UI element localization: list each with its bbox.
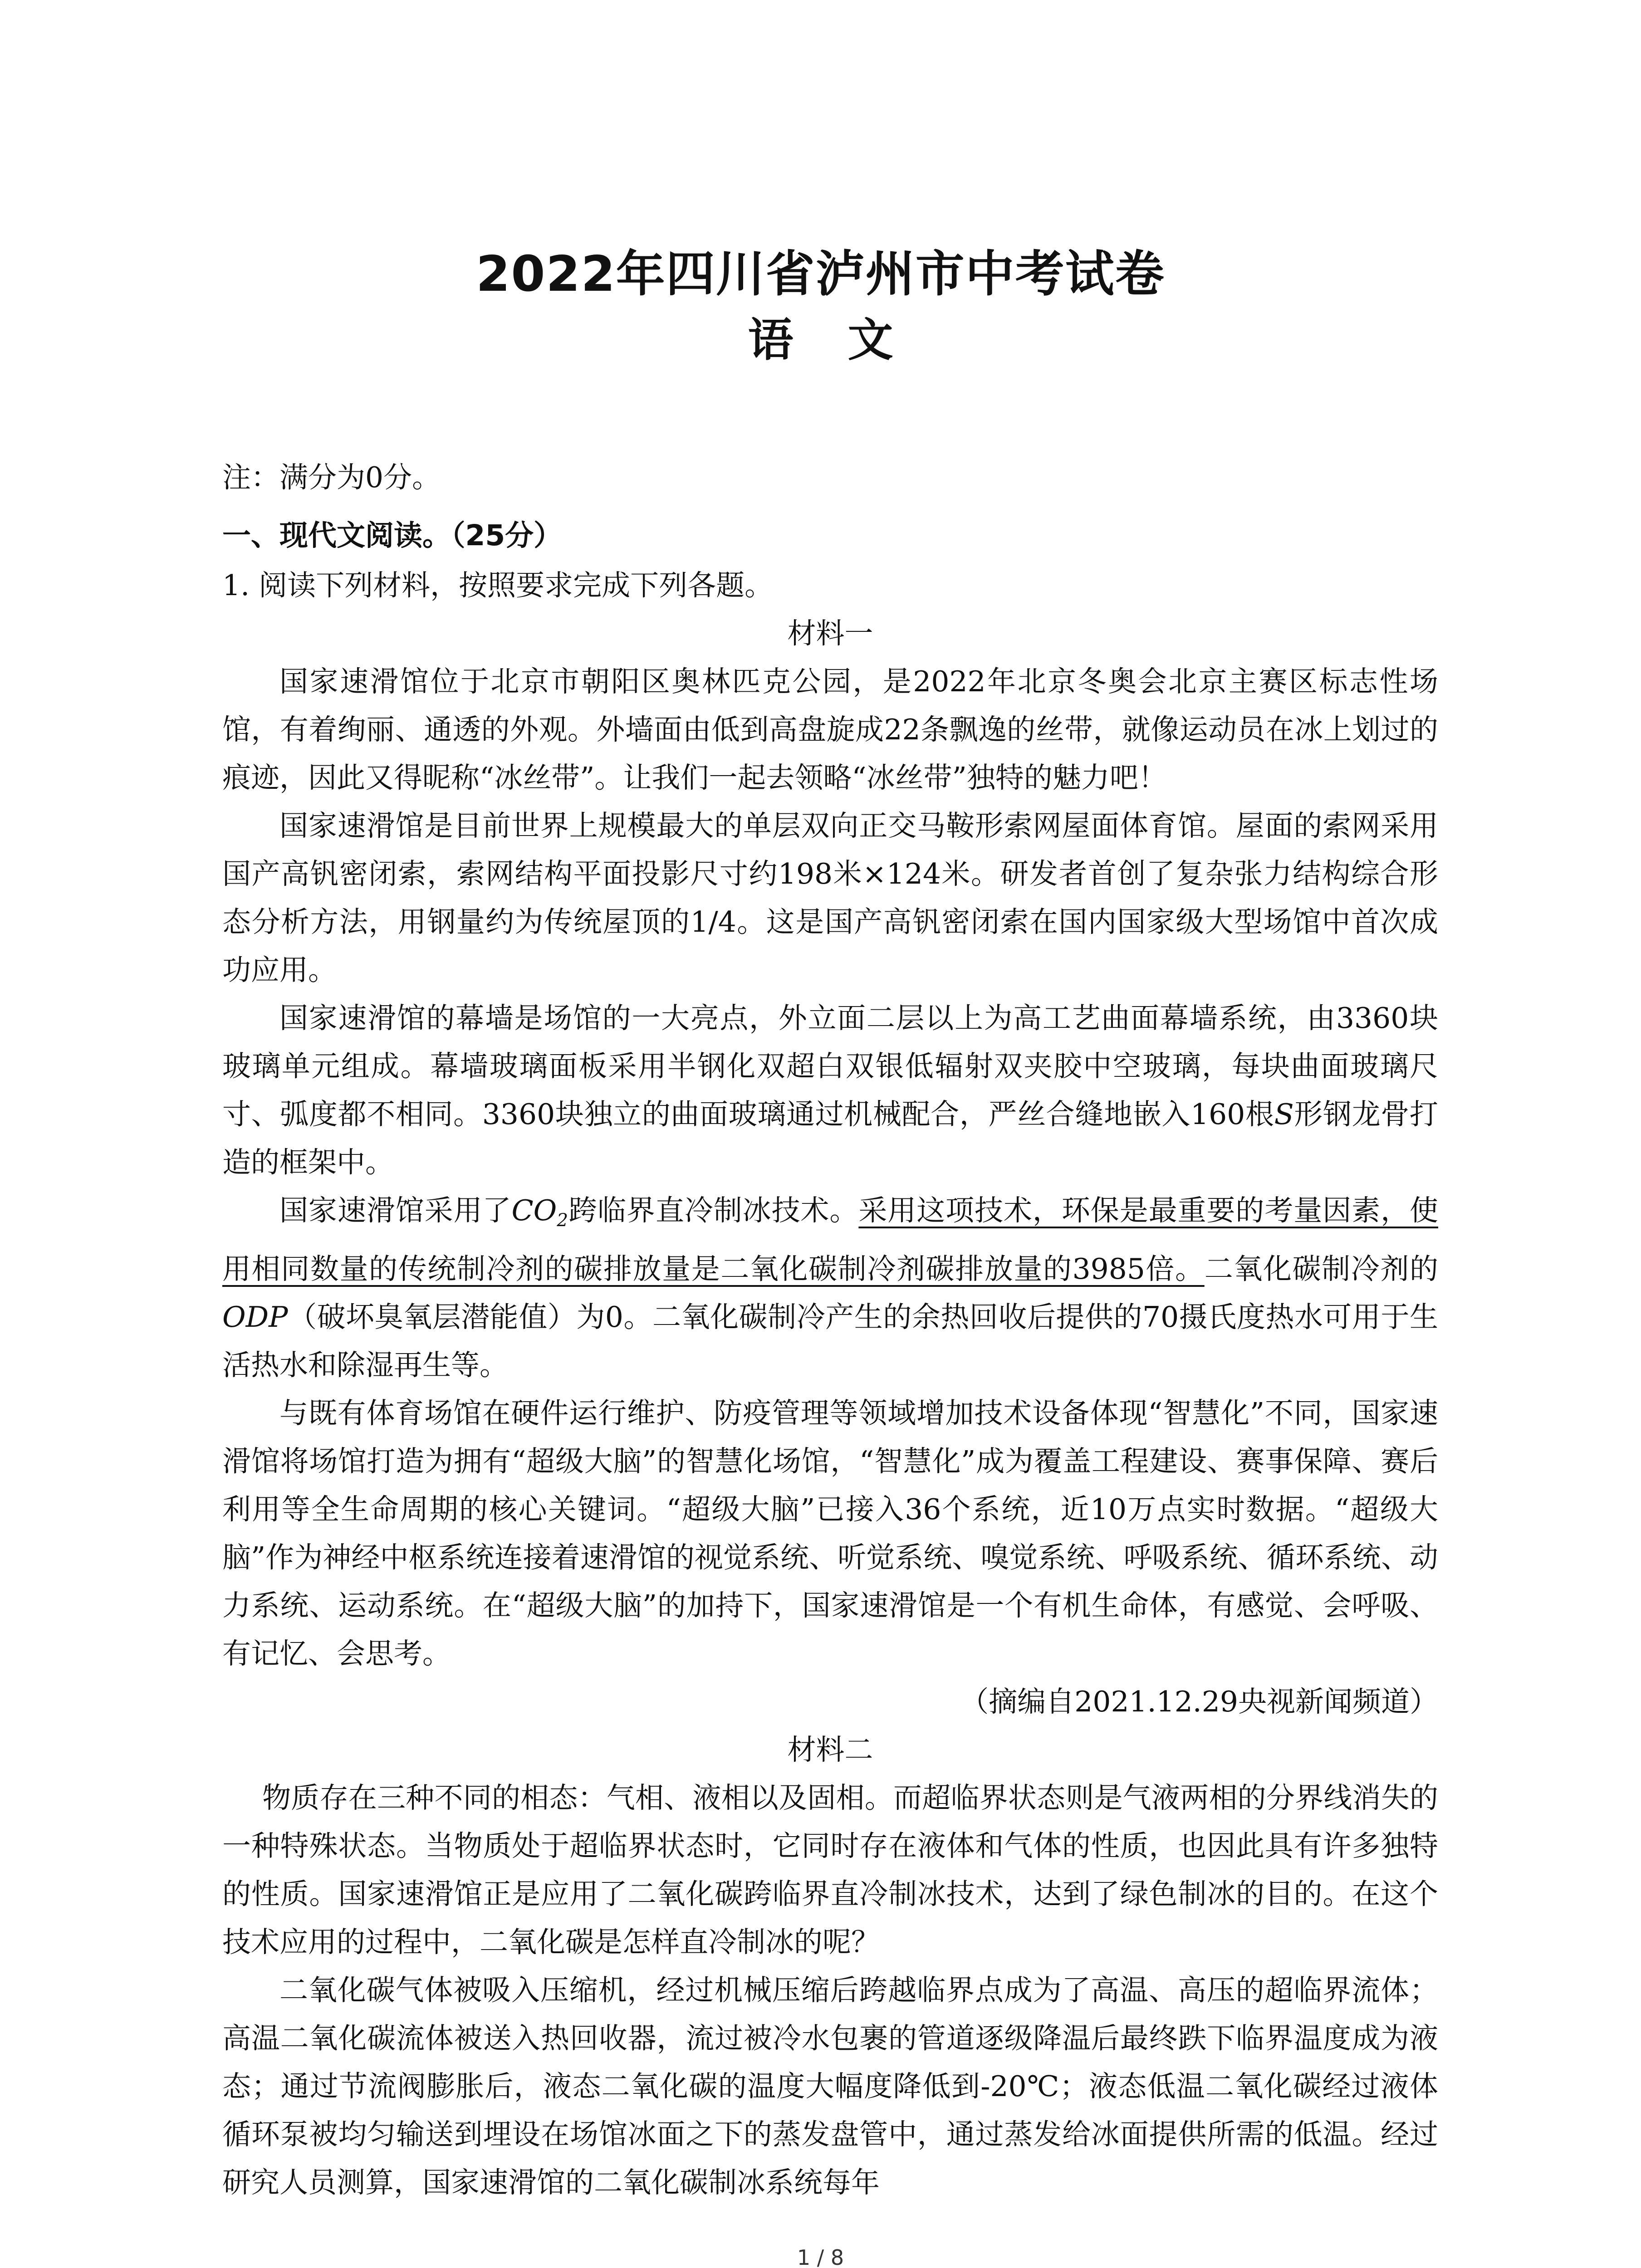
odp-term: ODP [222,1300,288,1334]
material-one-heading: 材料一 [787,617,873,650]
paragraph-3-text-b: 形钢龙骨打造的框架中。 [222,1098,1439,1179]
material-two-paragraph-1: 物质存在三种不同的相态：气相、液相以及固相。而超临界状态则是气液两相的分界线消失的一种特殊状态。当物质处于超临界状态时，它同时存在液体和气体的性质，也因此具有许多独特的性质。国家速滑馆正是应用了二氧化碳跨临界直冷制冰技术，达到了绿色制冰的目的。在这个技术应用的过程中，二氧化碳是怎样直冷制冰的呢？ [222,1781,1438,1959]
paragraph-4-mid: 跨临界直冷制冰技术。 [568,1194,859,1227]
material-one-paragraph-4 [222,1187,1438,1389]
material-one-paragraph-3 [222,994,1438,1187]
section-heading: 一、现代文阅读。（25分） [222,519,563,552]
co2-formula-subscript: 2 [557,1210,568,1231]
material-one-paragraph-2: 国家速滑馆是目前世界上规模最大的单层双向正交马鞍形索网屋面体育馆。屋面的索网采用国产高钒密闭索，索网结构平面投影尺寸约198米×124米。研发者首创了复杂张力结构综合形态分析方法，用钢量约为传统屋顶的1/4。这是国产高钒密闭索在国内国家级大型场馆中首次成功应用。 [222,809,1438,987]
question-prompt: 1. 阅读下列材料，按照要求完成下列各题。 [222,569,774,602]
page-number: 1 / 8 [797,2245,844,2268]
co2-formula [511,1194,568,1231]
material-one-paragraph-1: 国家速滑馆位于北京市朝阳区奥林匹克公园，是2022年北京冬奥会北京主赛区标志性场馆，有着绚丽、通透的外观。外墙面由低到高盘旋成22条飘逸的丝带，就像运动员在冰上划过的痕迹，因此又得昵称“冰丝带”。让我们一起去领略“冰丝带”独特的魅力吧！ [222,665,1438,794]
material-two-paragraph-2: 二氧化碳气体被吸入压缩机，经过机械压缩后跨越临界点成为了高温、高压的超临界流体；高温二氧化碳流体被送入热回收器，流过被冷水包裹的管道逐级降温后最终跌下临界温度成为液态；通过节流阀膨胀后，液态二氧化碳的温度大幅度降低到-20℃；液态低温二氧化碳经过液体循环泵被均匀输送到埋设在场馆冰面之下的蒸发盘管中，通过蒸发给冰面提供所需的低温。经过研究人员测算，国家速滑馆的二氧化碳制冰系统每年 [222,1973,1438,2199]
s-shape-letter: S [1274,1098,1294,1131]
paragraph-3-text-a: 国家速滑馆的幕墙是场馆的一大亮点，外立面二层以上为高工艺曲面幕墙系统，由3360块玻璃单元组成。幕墙玻璃面板采用半钢化双超白双银低辐射双夹胶中空玻璃，每块曲面玻璃尺寸、弧度都不相同。3360块独立的曲面玻璃通过机械配合，严丝合缝地嵌入160根 [222,1002,1438,1131]
paragraph-4-after-b: （破坏臭氧层潜能值）为0。二氧化碳制冷产生的余热回收后提供的70摄氏度热水可用于生活热水和除湿再生等。 [222,1300,1438,1382]
co2-formula-base: CO [511,1194,557,1227]
exam-title: 2022年四川省泸州市中考试卷 [476,246,1165,303]
underlined-sentence: 采用这项技术，环保是最重要的考量因素，使用相同数量的传统制冷剂的碳排放量是二氧化碳制冷剂碳排放量的3985倍。 [222,1194,1439,1286]
material-one-source: （摘编自2021.12.29央视新闻频道） [960,1685,1438,1718]
paragraph-4-after-a: 二氧化碳制冷剂的 [1204,1252,1438,1286]
paragraph-4-prefix: 国家速滑馆采用了 [279,1194,512,1227]
material-two-heading: 材料二 [787,1733,873,1766]
subject-title: 语文 [748,313,948,367]
material-one-paragraph-5: 与既有体育场馆在硬件运行维护、防疫管理等领域增加技术设备体现“智慧化”不同，国家速滑馆将场馆打造为拥有“超级大脑”的智慧化场馆，“智慧化”成为覆盖工程建设、赛事保障、赛后利用等全生命周期的核心关键词。“超级大脑”已接入36个系统，近10万点实时数据。“超级大脑”作为神经中枢系统连接着速滑馆的视觉系统、听觉系统、嗅觉系统、呼吸系统、循环系统、动力系统、运动系统。在“超级大脑”的加持下，国家速滑馆是一个有机生命体，有感觉、会呼吸、有记忆、会思考。 [222,1396,1438,1670]
score-note: 注：满分为0分。 [222,461,441,494]
exam-body [222,454,1438,2207]
